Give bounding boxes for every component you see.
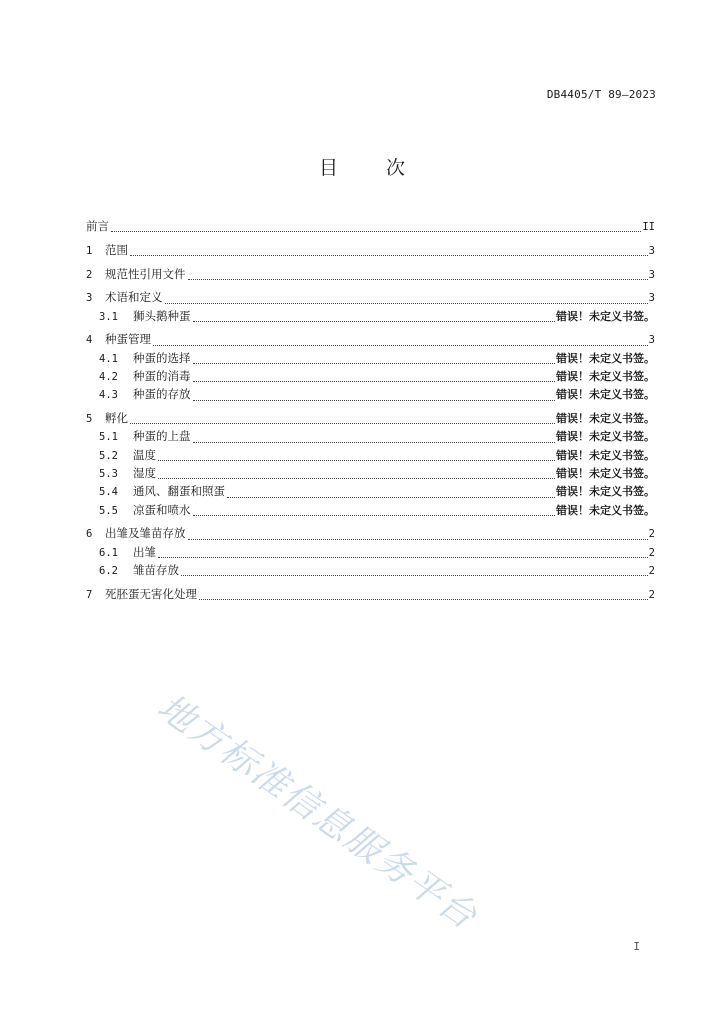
toc-leader-dots — [193, 362, 556, 364]
toc-entry-error-ref: 错误！未定义书签。 — [556, 430, 655, 444]
watermark: 地方标准信息服务平台 — [149, 686, 485, 939]
toc-entry-label: 死胚蛋无害化处理 — [105, 586, 197, 601]
toc-leader-dots — [193, 399, 556, 401]
toc-entry-number: 6.2 — [99, 565, 118, 578]
toc-entry-page: 3 — [648, 268, 655, 281]
toc-entry-label: 种蛋管理 — [105, 332, 151, 347]
toc-entry[interactable] — [86, 465, 655, 483]
toc-entry[interactable] — [86, 525, 655, 543]
toc-entry-number: 5.1 — [99, 431, 118, 444]
toc-entry[interactable] — [86, 218, 655, 236]
toc-leader-dots — [227, 496, 555, 498]
toc-entry-number: 3 — [86, 292, 93, 305]
toc-entry[interactable] — [86, 386, 655, 404]
toc-entry-number: 3.1 — [99, 310, 118, 323]
toc-entry-label: 范围 — [105, 242, 128, 257]
toc-leader-dots — [193, 380, 556, 382]
toc-entry[interactable] — [86, 331, 655, 349]
toc-entry-page: 2 — [648, 546, 655, 559]
toc-entry-number: 4.1 — [99, 352, 118, 365]
toc-entry-error-ref: 错误！未定义书签。 — [556, 485, 655, 499]
toc-entry-label: 雏苗存放 — [133, 563, 179, 578]
toc-entry-label: 种蛋的存放 — [133, 387, 191, 402]
toc-entry-error-ref: 错误！未定义书签。 — [556, 388, 655, 402]
toc-leader-dots — [158, 477, 555, 479]
page-number: I — [633, 940, 640, 953]
toc-entry-page: 3 — [648, 292, 655, 305]
toc-entry[interactable] — [86, 308, 655, 326]
toc-entry-label: 规范性引用文件 — [105, 266, 186, 281]
toc-entry-label: 术语和定义 — [105, 290, 163, 305]
toc-entry-page: 3 — [648, 244, 655, 257]
toc-entry[interactable] — [86, 350, 655, 368]
toc-entry-page: 3 — [648, 334, 655, 347]
toc-entry-page: 2 — [648, 565, 655, 578]
toc-leader-dots — [188, 278, 648, 280]
toc-leader-dots — [181, 574, 648, 576]
toc-entry-label: 出雏及雏苗存放 — [105, 526, 186, 541]
toc-entry-error-ref: 错误！未定义书签。 — [556, 412, 655, 426]
toc-entry-number: 2 — [86, 268, 93, 281]
document-code: DB4405/T 89—2023 — [546, 88, 656, 101]
title-char-1: 目 — [318, 157, 338, 179]
toc-entry[interactable] — [86, 562, 655, 580]
table-of-contents — [86, 218, 655, 604]
toc-entry-number: 5.4 — [99, 486, 118, 499]
toc-entry-number: 5.3 — [99, 468, 118, 481]
toc-leader-dots — [199, 598, 648, 600]
page-title — [0, 153, 724, 180]
toc-leader-dots — [130, 422, 555, 424]
toc-entry[interactable] — [86, 502, 655, 520]
toc-leader-dots — [111, 230, 641, 232]
toc-leader-dots — [153, 344, 648, 346]
toc-entry-number: 5 — [86, 413, 93, 426]
toc-entry-label: 孵化 — [105, 411, 128, 426]
toc-entry-number: 7 — [86, 588, 93, 601]
toc-leader-dots — [193, 514, 556, 516]
toc-entry-number: 6 — [86, 528, 93, 541]
toc-entry[interactable] — [86, 266, 655, 284]
toc-entry-page: 2 — [648, 588, 655, 601]
toc-leader-dots — [193, 320, 556, 322]
toc-entry-number: 4.3 — [99, 389, 118, 402]
toc-leader-dots — [188, 538, 648, 540]
toc-entry[interactable] — [86, 242, 655, 260]
toc-entry[interactable] — [86, 428, 655, 446]
toc-entry[interactable] — [86, 368, 655, 386]
toc-entry-label: 出雏 — [133, 544, 156, 559]
toc-leader-dots — [158, 556, 648, 558]
toc-entry-error-ref: 错误！未定义书签。 — [556, 503, 655, 517]
toc-leader-dots — [165, 302, 648, 304]
toc-entry-number: 4.2 — [99, 371, 118, 384]
toc-leader-dots — [193, 441, 556, 443]
toc-entry-number: 4 — [86, 334, 93, 347]
toc-entry-error-ref: 错误！未定义书签。 — [556, 467, 655, 481]
toc-entry-error-ref: 错误！未定义书签。 — [556, 448, 655, 462]
toc-entry-number: 5.2 — [99, 449, 118, 462]
toc-entry-number: 6.1 — [99, 546, 118, 559]
toc-entry-number: 1 — [86, 244, 93, 257]
toc-entry-label: 狮头鹅种蛋 — [133, 308, 191, 323]
toc-entry[interactable] — [86, 410, 655, 428]
toc-entry[interactable] — [86, 544, 655, 562]
toc-entry-page: II — [642, 221, 655, 233]
toc-entry[interactable] — [86, 483, 655, 501]
toc-entry[interactable] — [86, 289, 655, 307]
toc-entry[interactable] — [86, 447, 655, 465]
toc-entry-label: 前言 — [86, 219, 109, 233]
toc-entry-label: 温度 — [133, 447, 156, 462]
toc-entry-label: 通风、翻蛋和照蛋 — [133, 484, 225, 499]
toc-entry-label: 种蛋的选择 — [133, 350, 191, 365]
toc-entry-error-ref: 错误！未定义书签。 — [556, 351, 655, 365]
toc-leader-dots — [158, 459, 555, 461]
toc-entry[interactable] — [86, 586, 655, 604]
toc-entry-label: 湿度 — [133, 466, 156, 481]
toc-entry-error-ref: 错误！未定义书签。 — [556, 309, 655, 323]
title-char-2: 次 — [386, 157, 406, 179]
toc-entry-page: 2 — [648, 528, 655, 541]
toc-entry-label: 种蛋的消毒 — [133, 369, 191, 384]
toc-entry-error-ref: 错误！未定义书签。 — [556, 370, 655, 384]
toc-entry-label: 种蛋的上盘 — [133, 429, 191, 444]
toc-leader-dots — [130, 254, 648, 256]
toc-entry-label: 凉蛋和喷水 — [133, 502, 191, 517]
toc-entry-number: 5.5 — [99, 504, 118, 517]
